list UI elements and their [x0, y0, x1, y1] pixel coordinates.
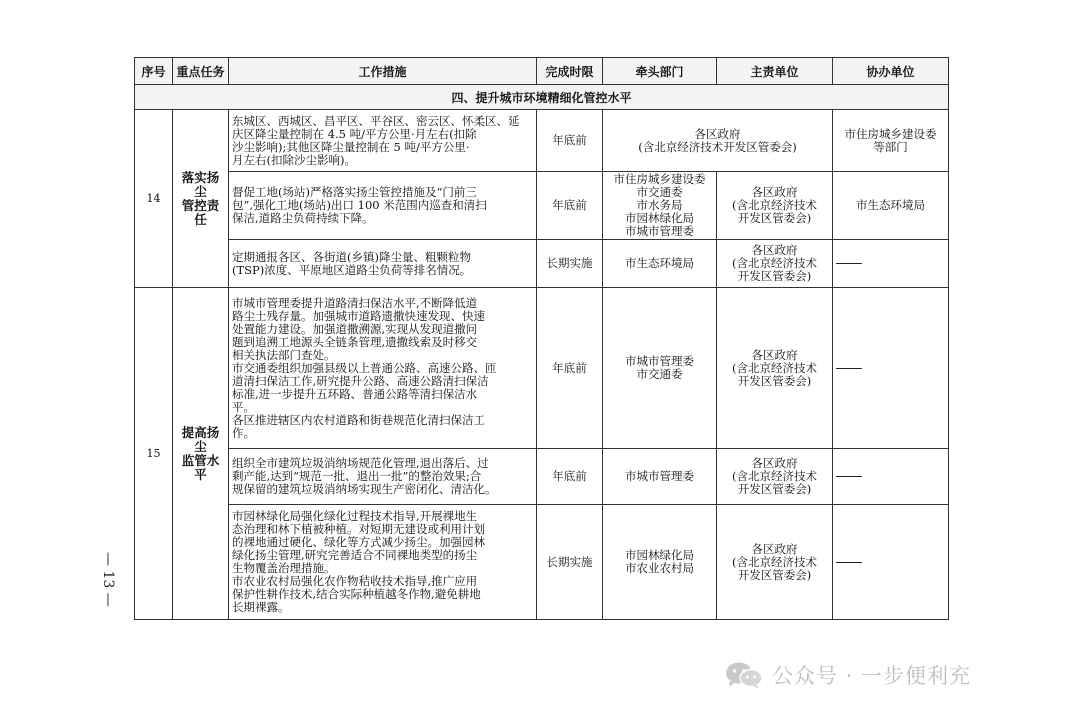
deadline: 长期实施 — [537, 505, 603, 620]
deadline: 年底前 — [537, 288, 603, 449]
dash-mark — [836, 368, 862, 369]
lead-dept: 市生态环境局 — [603, 240, 717, 288]
measure-text: 市城市管理委提升道路清扫保洁水平,不断降低道 路尘土残存量。加强城市道路遗撒快速发现、快速 处置能力建设。加强道撒溯源,实现从发现道撒问 题到追溯工地源头全链条管理,遗撒线索及时移交 相关执法部门查处。 市交通委组织加强县级以上普通公路、高速公路、匝 道清扫保洁工作,研究提升公路、高速公路清扫保洁 标准,进一步提升五环路、普通公路等清扫保洁水 平。 各区推进辖区内农村道路和街巷规范化清扫保洁工 作。 — [229, 288, 537, 449]
header-measures: 工作措施 — [229, 58, 537, 85]
header-deadline: 完成时限 — [537, 58, 603, 85]
assist-unit-empty — [833, 288, 949, 449]
deadline: 年底前 — [537, 172, 603, 240]
header-row — [135, 58, 949, 85]
measure-text: 东城区、西城区、昌平区、平谷区、密云区、怀柔区、延 庆区降尘量控制在 4.5 吨/平方公里·月左右(扣除 沙尘影响);其他区降尘量控制在 5 吨/平方公里· 月左右(扣除沙尘影响)。 — [229, 110, 537, 172]
dash-mark — [836, 263, 862, 264]
responsible-unit: 各区政府 (含北京经济技术 开发区管委会) — [717, 172, 833, 240]
lead-dept: 市城市管理委 — [603, 449, 717, 505]
section-row — [135, 85, 949, 110]
assist-unit-empty — [833, 240, 949, 288]
measure-text: 督促工地(场站)严格落实扬尘管控措施及“门前三 包”,强化工地(场站)出口 100 米范围内巡查和清扫 保洁,道路尘负荷持续下降。 — [229, 172, 537, 240]
deadline: 年底前 — [537, 110, 603, 172]
lead-and-responsible: 各区政府 (含北京经济技术开发区管委会) — [603, 110, 833, 172]
responsible-unit: 各区政府 (含北京经济技术 开发区管委会) — [717, 505, 833, 620]
header-serial: 序号 — [135, 58, 173, 85]
measures-table — [134, 57, 949, 620]
wechat-logo-icon — [724, 660, 764, 690]
header-assist-unit: 协办单位 — [833, 58, 949, 85]
table-row — [135, 172, 949, 240]
table-row — [135, 240, 949, 288]
table-row — [135, 505, 949, 620]
header-responsible-unit: 主责单位 — [717, 58, 833, 85]
assist-unit: 市住房城乡建设委 等部门 — [833, 110, 949, 172]
assist-unit-empty — [833, 449, 949, 505]
table-row — [135, 110, 949, 172]
assist-unit: 市生态环境局 — [833, 172, 949, 240]
measure-text: 市园林绿化局强化绿化过程技术指导,开展裸地生 态治理和林下植被种植。对短期无建设或利用计划 的裸地通过硬化、绿化等方式减少扬尘。加强园林 绿化扬尘管理,研究完善适合不同裸地类型的扬尘 生物覆盖治理措施。 市农业农村局强化农作物秸收技术指导,推广应用 保护性耕作技术,结合实际种植越冬作物,避免耕地 长期裸露。 — [229, 505, 537, 620]
dash-mark — [836, 562, 862, 563]
page-number: — 13 — — [100, 551, 116, 607]
task-name: 落实扬尘 管控责任 — [173, 110, 229, 288]
lead-dept: 市城市管理委 市交通委 — [603, 288, 717, 449]
task-name: 提高扬尘 监管水平 — [173, 288, 229, 620]
deadline: 长期实施 — [537, 240, 603, 288]
responsible-unit: 各区政府 (含北京经济技术 开发区管委会) — [717, 240, 833, 288]
table-row — [135, 449, 949, 505]
watermark-text: 公众号 · 一步便利充 — [772, 664, 972, 688]
table-row — [135, 288, 949, 449]
watermark — [724, 660, 971, 690]
lead-dept: 市住房城乡建设委 市交通委 市水务局 市园林绿化局 市城市管理委 — [603, 172, 717, 240]
measure-text: 定期通报各区、各街道(乡镇)降尘量、粗颗粒物 (TSP)浓度、平原地区道路尘负荷等排名情况。 — [229, 240, 537, 288]
row-number: 14 — [135, 110, 173, 288]
assist-unit-empty — [833, 505, 949, 620]
header-task: 重点任务 — [173, 58, 229, 85]
header-lead-dept: 牵头部门 — [603, 58, 717, 85]
dash-mark — [836, 476, 862, 477]
lead-dept: 市园林绿化局 市农业农村局 — [603, 505, 717, 620]
row-number: 15 — [135, 288, 173, 620]
deadline: 年底前 — [537, 449, 603, 505]
responsible-unit: 各区政府 (含北京经济技术 开发区管委会) — [717, 449, 833, 505]
section-title: 四、提升城市环境精细化管控水平 — [135, 85, 949, 110]
responsible-unit: 各区政府 (含北京经济技术 开发区管委会) — [717, 288, 833, 449]
measure-text: 组织全市建筑垃圾消纳场规范化管理,退出落后、过 剩产能,达到“规范一批、退出一批”的整治效果;合 规保留的建筑垃圾消纳场实现生产密闭化、清洁化。 — [229, 449, 537, 505]
